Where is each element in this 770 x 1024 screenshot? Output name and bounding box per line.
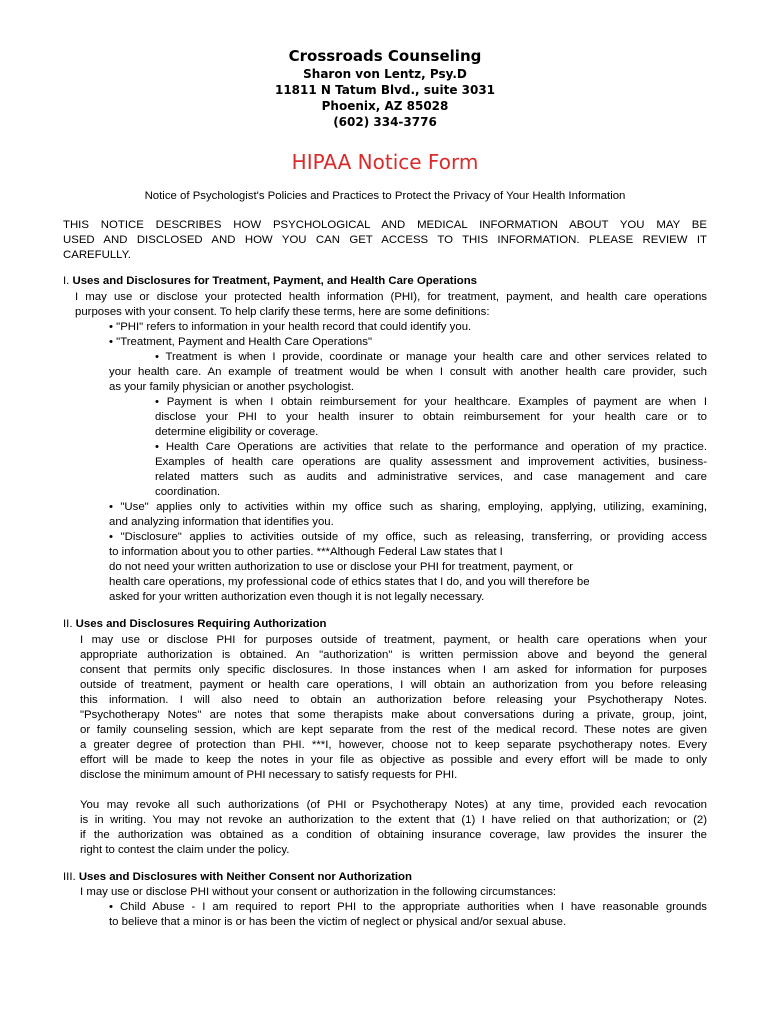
notice-line: THIS NOTICE DESCRIBES HOW PSYCHOLOGICAL AND MEDICAL INFORMATION ABOUT YOU MAY BE: [63, 219, 707, 231]
text-line: appropriate authorization is obtained. An "authorization" is written permission above and beyond the general: [80, 649, 707, 661]
text-line: I may use or disclose your protected health information (PHI), for treatment, payment, and health care operations: [75, 291, 707, 303]
form-title: HIPAA Notice Form: [291, 150, 479, 174]
text-line: related matters such as audits and administrative services, and case management and care: [155, 471, 707, 483]
section-1-heading: [63, 274, 477, 289]
bullet-line: • "Use" applies only to activities within my office such as sharing, employing, applying, utilizing, examining,: [109, 501, 707, 513]
text-line: this information. I will also need to obtain an authorization before releasing your Psychotherapy Notes.: [80, 694, 707, 706]
bullet-line: • Child Abuse - I am required to report PHI to the appropriate authorities when I have reasonable grounds: [109, 901, 707, 913]
text-line: purposes with your consent. To help clarify these terms, here are some definitions:: [75, 306, 490, 318]
text-line: determine eligibility or coverage.: [155, 426, 319, 438]
text-line: outside of treatment, payment or health care operations, I will obtain an authorization from you before releasing: [80, 679, 707, 691]
text-line: as your family physician or another psychologist.: [109, 381, 355, 393]
section-title: Uses and Disclosures for Treatment, Payment, and Health Care Operations: [72, 275, 477, 287]
bullet-line: • Health Care Operations are activities that relate to the performance and operation of my practice.: [155, 441, 707, 453]
org-name: Crossroads Counseling: [288, 47, 482, 65]
text-line: or family counseling session, which are kept separate from the rest of the medical record. These notes are given: [80, 724, 707, 736]
section-number: II.: [63, 618, 76, 630]
text-line: "Psychotherapy Notes" are notes that some therapists make about conversations during a private, group, joint,: [80, 709, 707, 721]
provider-name: Sharon von Lentz, Psy.D: [303, 67, 467, 81]
text-line: your health care. An example of treatment would be when I consult with another health care provider, such: [109, 366, 707, 378]
text-line: coordination.: [155, 486, 221, 498]
phone-number: (602) 334-3776: [333, 115, 437, 129]
bullet-line: • Treatment is when I provide, coordinate or manage your health care and other services related to: [155, 351, 707, 363]
text-line: consent that permits only specific disclosures. In those instances when I am asked for information for purposes: [80, 664, 707, 676]
bullet-line: • "Disclosure" applies to activities outside of my office, such as releasing, transferring, or providing access: [109, 531, 707, 543]
text-line: health care operations, my professional code of ethics states that I do, and you will therefore be: [109, 576, 590, 588]
text-line: is in writing. You may not revoke an authorization to the extent that (1) I have relied on that authorization; or (2): [80, 814, 707, 826]
text-line: disclose the minimum amount of PHI necessary to satisfy requests for PHI.: [80, 769, 458, 781]
text-line: Examples of health care operations are quality assessment and improvement activities, business-: [155, 456, 707, 468]
section-title: Uses and Disclosures Requiring Authorization: [75, 618, 327, 630]
text-line: do not need your written authorization to use or disclose your PHI for treatment, payment, or: [109, 561, 574, 573]
subtitle: Notice of Psychologist's Policies and Practices to Protect the Privacy of Your Health Information: [144, 190, 626, 202]
text-line: effort will be made to keep the notes in your file as objective as possible and every effort will be made to only: [80, 754, 707, 766]
text-line: You may revoke all such authorizations (of PHI or Psychotherapy Notes) at any time, provided each revocation: [80, 799, 707, 811]
text-line: right to contest the claim under the policy.: [80, 844, 290, 856]
text-line: to believe that a minor is or has been the victim of neglect or physical and/or sexual abuse.: [109, 916, 567, 928]
text-line: asked for your written authorization even though it is not legally necessary.: [109, 591, 485, 603]
text-line: disclose your PHI to your health insurer to obtain reimbursement for your health care or to: [155, 411, 707, 423]
text-line: and analyzing information that identifies you.: [109, 516, 334, 528]
section-number: I.: [63, 275, 73, 287]
bullet-line: • "Treatment, Payment and Health Care Operations": [109, 336, 373, 348]
text-line: I may use or disclose PHI without your consent or authorization in the following circumstances:: [80, 886, 557, 898]
section-2-heading: [63, 617, 327, 632]
street-address: 11811 N Tatum Blvd., suite 3031: [274, 83, 496, 97]
section-3-heading: [63, 870, 412, 885]
notice-line: USED AND DISCLOSED AND HOW YOU CAN GET ACCESS TO THIS INFORMATION. PLEASE REVIEW IT: [63, 234, 707, 246]
city-state-zip: Phoenix, AZ 85028: [321, 99, 449, 113]
text-line: a greater degree of protection than PHI. ***I, however, choose not to keep separate psychotherapy notes. Every: [80, 739, 707, 751]
bullet-line: • "PHI" refers to information in your health record that could identify you.: [109, 321, 472, 333]
section-title: Uses and Disclosures with Neither Consent nor Authorization: [78, 871, 412, 883]
text-line: to information about you to other parties. ***Although Federal Law states that I: [109, 546, 503, 558]
notice-line: CAREFULLY.: [63, 249, 131, 261]
bullet-line: • Payment is when I obtain reimbursement for your healthcare. Examples of payment are when I: [155, 396, 707, 408]
text-line: if the authorization was obtained as a condition of obtaining insurance coverage, law provides the insurer the: [80, 829, 707, 841]
section-number: III.: [63, 871, 79, 883]
text-line: I may use or disclose PHI for purposes outside of treatment, payment, or health care operations when your: [80, 634, 707, 646]
